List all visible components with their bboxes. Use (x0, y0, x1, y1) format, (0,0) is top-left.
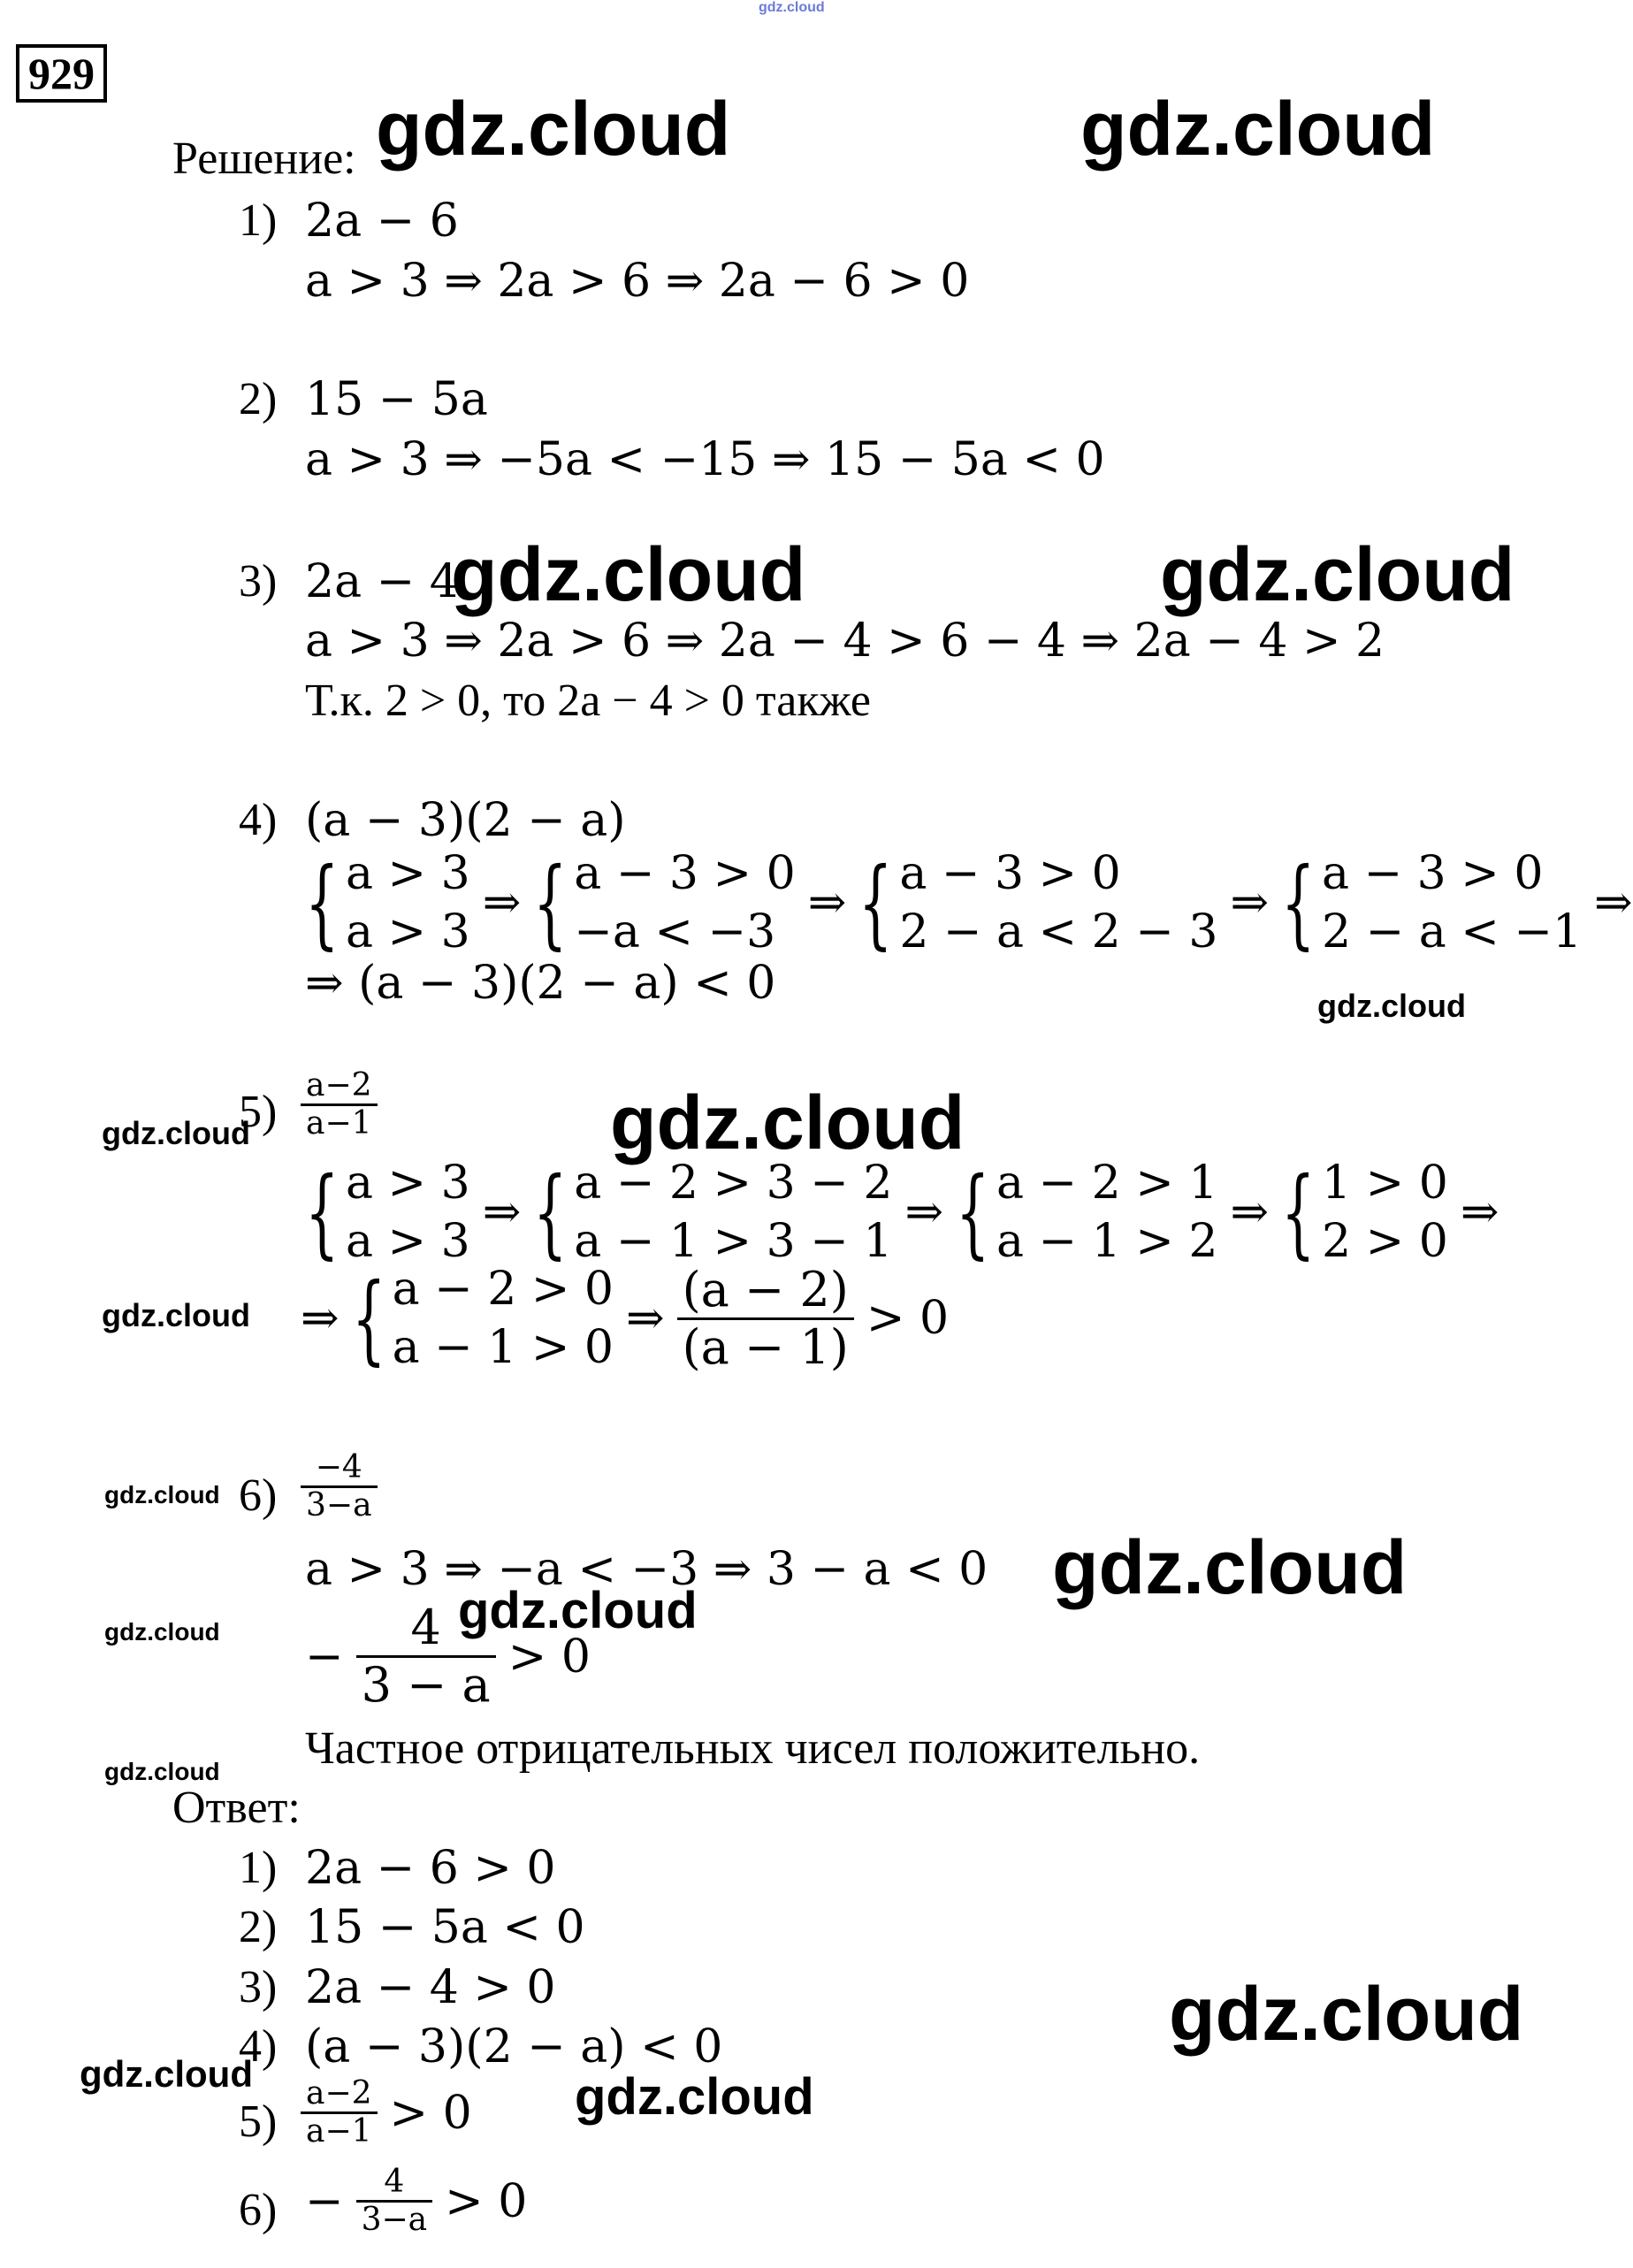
item-2-expr: 15 − 5a (305, 373, 488, 426)
implies-arrow: ⇒ (482, 1186, 522, 1239)
answer-2-expr: 15 − 5a < 0 (305, 1901, 585, 1954)
implies-arrow: ⇒ (301, 1292, 340, 1345)
item-4-label: 4) (239, 795, 278, 845)
item-3-note: Т.к. 2 > 0, то 2a − 4 > 0 также (305, 676, 871, 726)
watermark: gdz.cloud (102, 1115, 250, 1151)
implies-arrow: ⇒ (626, 1292, 665, 1345)
watermark: gdz.cloud (1052, 1525, 1408, 1610)
watermark: gdz.cloud (610, 1081, 965, 1165)
problem-number-badge: 929 (16, 44, 107, 103)
answer-1-label: 1) (239, 1843, 278, 1893)
item-6-label: 6) (239, 1470, 278, 1521)
item-4-conclusion: ⇒ (a − 3)(2 − a) < 0 (305, 957, 776, 1010)
item-6-tail: > 0 (507, 1630, 591, 1684)
item-1-line: a > 3 ⇒ 2a > 6 ⇒ 2a − 6 > 0 (305, 255, 970, 308)
implies-arrow: ⇒ (904, 1186, 944, 1239)
answer-2-label: 2) (239, 1902, 278, 1952)
item-5-tail: > 0 (866, 1292, 950, 1345)
item-5-result-row (301, 1260, 949, 1377)
item-1-expr: 2a − 6 (305, 195, 459, 248)
item-4-system-2: { a − 3 > 0 −a < −3 (533, 846, 796, 959)
watermark: gdz.cloud (1317, 988, 1466, 1024)
watermark: gdz.cloud (102, 1297, 250, 1333)
watermark: gdz.cloud (1160, 532, 1515, 617)
item-6-note: Частное отрицательных чисел положительно. (305, 1723, 1201, 1774)
item-5-system-1: { a > 3 a > 3 (305, 1156, 470, 1269)
item-2-label: 2) (239, 374, 278, 424)
watermark: gdz.cloud (80, 2053, 253, 2095)
answer-3-label: 3) (239, 1962, 278, 2012)
item-4-system-3: { a − 3 > 0 2 − a < 2 − 3 (858, 846, 1218, 959)
watermark: gdz.cloud (104, 1481, 220, 1508)
item-5-big-fraction: $\frac{(a - 2)}{(a - 1)}$ (677, 1263, 854, 1375)
answer-3-expr: 2a − 4 > 0 (305, 1961, 556, 2014)
minus-sign: − (305, 1630, 344, 1684)
item-6-big-fraction: $\frac{4}{3 - a}$ (356, 1600, 496, 1713)
item-3-line: a > 3 ⇒ 2a > 6 ⇒ 2a − 4 > 6 − 4 ⇒ 2a − 4 > 2 (305, 615, 1385, 668)
watermark: gdz.cloud (1169, 1972, 1524, 2057)
answer-1-expr: 2a − 6 > 0 (305, 1842, 556, 1895)
watermark: gdz.cloud (104, 1618, 220, 1646)
answer-4-label: 4) (239, 2021, 278, 2072)
item-4-system-1: { a > 3 a > 3 (305, 846, 470, 959)
watermark: gdz.cloud (458, 1582, 698, 1639)
item-4-system-4: { a − 3 > 0 2 − a < −1 (1281, 846, 1583, 959)
item-4-expr: (a − 3)(2 − a) (305, 794, 626, 847)
item-2-line: a > 3 ⇒ −5a < −15 ⇒ 15 − 5a < 0 (305, 433, 1105, 486)
answer-5-label: 5) (239, 2096, 278, 2147)
solution-title: Решение: (172, 134, 356, 184)
watermark: gdz.cloud (376, 87, 731, 172)
implies-arrow: ⇒ (1594, 876, 1633, 929)
item-6-line: a > 3 ⇒ −a < −3 ⇒ 3 − a < 0 (305, 1543, 988, 1596)
item-5-system-2: { a − 2 > 3 − 2 a − 1 > 3 − 1 (533, 1156, 893, 1269)
item-5-fraction: $\frac{a-2}{a-1}$ (301, 1068, 378, 1142)
item-5-system-4: { 1 > 0 2 > 0 (1281, 1156, 1448, 1269)
item-4-systems-row (305, 844, 1633, 961)
item-3-expr: 2a − 4 (305, 555, 459, 608)
item-5-system-3: { a − 2 > 1 a − 1 > 2 (956, 1156, 1218, 1269)
item-5-label: 5) (239, 1087, 278, 1137)
answer-6-expr: − $\frac{4}{3-a}$ > 0 (305, 2164, 528, 2238)
item-5-systems-row (305, 1154, 1499, 1271)
answer-6-label: 6) (239, 2185, 278, 2235)
item-1-label: 1) (239, 195, 278, 246)
answer-4-expr: (a − 3)(2 − a) < 0 (305, 2020, 723, 2073)
watermark: gdz.cloud (575, 2068, 814, 2126)
watermark: gdz.cloud (1080, 87, 1436, 172)
item-3-label: 3) (239, 556, 278, 607)
item-6-fraction: $\frac{-4}{3-a}$ (301, 1450, 378, 1523)
implies-arrow: ⇒ (1230, 876, 1270, 929)
implies-arrow: ⇒ (482, 876, 522, 929)
watermark: gdz.cloud (451, 532, 806, 617)
answer-title: Ответ: (172, 1783, 301, 1833)
watermark: gdz.cloud (104, 1758, 220, 1785)
implies-arrow: ⇒ (1460, 1186, 1499, 1239)
item-5-system-5: { a − 2 > 0 a − 1 > 0 (351, 1262, 614, 1375)
answer-5-expr: $\frac{a-2}{a-1}$ > 0 (301, 2076, 472, 2150)
implies-arrow: ⇒ (807, 876, 847, 929)
implies-arrow: ⇒ (1230, 1186, 1270, 1239)
top-watermark: gdz.cloud (759, 0, 825, 15)
